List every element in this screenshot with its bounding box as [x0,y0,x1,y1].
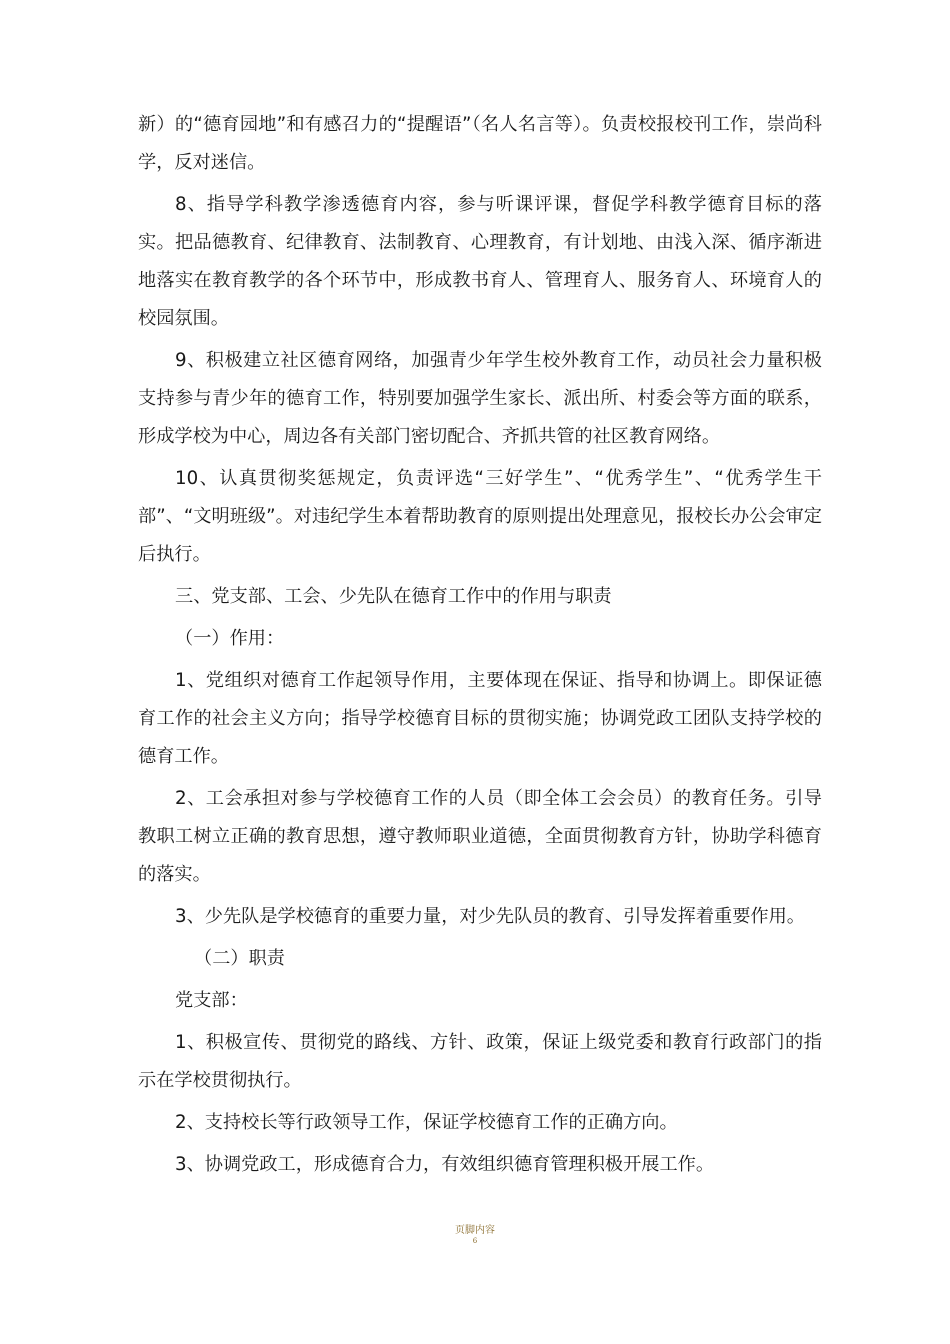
footer-label: 页脚内容 [455,1225,495,1236]
paragraph-continuation: 新）的“德育园地”和有感召力的“提醒语”（名人名言等）。负责校报校刊工作，崇尚科学，反对迷信。 [138,114,822,173]
paragraph-role-2: 2、工会承担对参与学校德育工作的人员（即全体工会会员）的教育任务。引导教职工树立正确的教育思想，遵守教师职业道德，全面贯彻教育方针，协助学科德育的落实。 [138,788,822,885]
paragraph-role-1: 1、党组织对德育工作起领导作用，主要体现在保证、指导和协调上。即保证德育工作的社会主义方向；指导学校德育目标的贯彻实施；协调党政工团队支持学校的德育工作。 [138,670,822,767]
subheading-duties: （二）职责 [194,948,285,969]
section-heading-3: 三、党支部、工会、少先队在德育工作中的作用与职责 [175,586,612,607]
document-body [138,106,822,1188]
paragraph-item-9: 9、积极建立社区德育网络，加强青少年学生校外教育工作，动员社会力量积极支持参与青少年的德育工作，特别要加强学生家长、派出所、村委会等方面的联系，形成学校为中心，周边各有关部门密切配合、齐抓共管的社区教育网络。 [138,350,822,447]
paragraph-duty-2: 2、支持校长等行政领导工作，保证学校德育工作的正确方向。 [175,1112,678,1133]
page-number: 6 [472,1237,478,1245]
paragraph-item-10: 10、认真贯彻奖惩规定，负责评选“三好学生”、“优秀学生”、“优秀学生干部”、“文明班级”。对违纪学生本着帮助教育的原则提出处理意见，报校长办公会审定后执行。 [138,468,822,565]
paragraph-duty-3: 3、协调党政工，形成德育合力，有效组织德育管理积极开展工作。 [175,1154,715,1175]
paragraph-role-3: 3、少先队是学校德育的重要力量，对少先队员的教育、引导发挥着重要作用。 [175,906,805,927]
paragraph-item-8: 8、指导学科教学渗透德育内容，参与听课评课，督促学科教学德育目标的落实。把品德教育、纪律教育、法制教育、心理教育，有计划地、由浅入深、循序渐进地落实在教育教学的各个环节中，形成教书育人、管理育人、服务育人、环境育人的校园氛围。 [138,194,822,329]
party-branch-label: 党支部： [175,990,248,1011]
paragraph-duty-1: 1、积极宣传、贯彻党的路线、方针、政策，保证上级党委和教育行政部门的指示在学校贯彻执行。 [138,1032,822,1091]
subheading-role: （一）作用： [175,628,285,649]
